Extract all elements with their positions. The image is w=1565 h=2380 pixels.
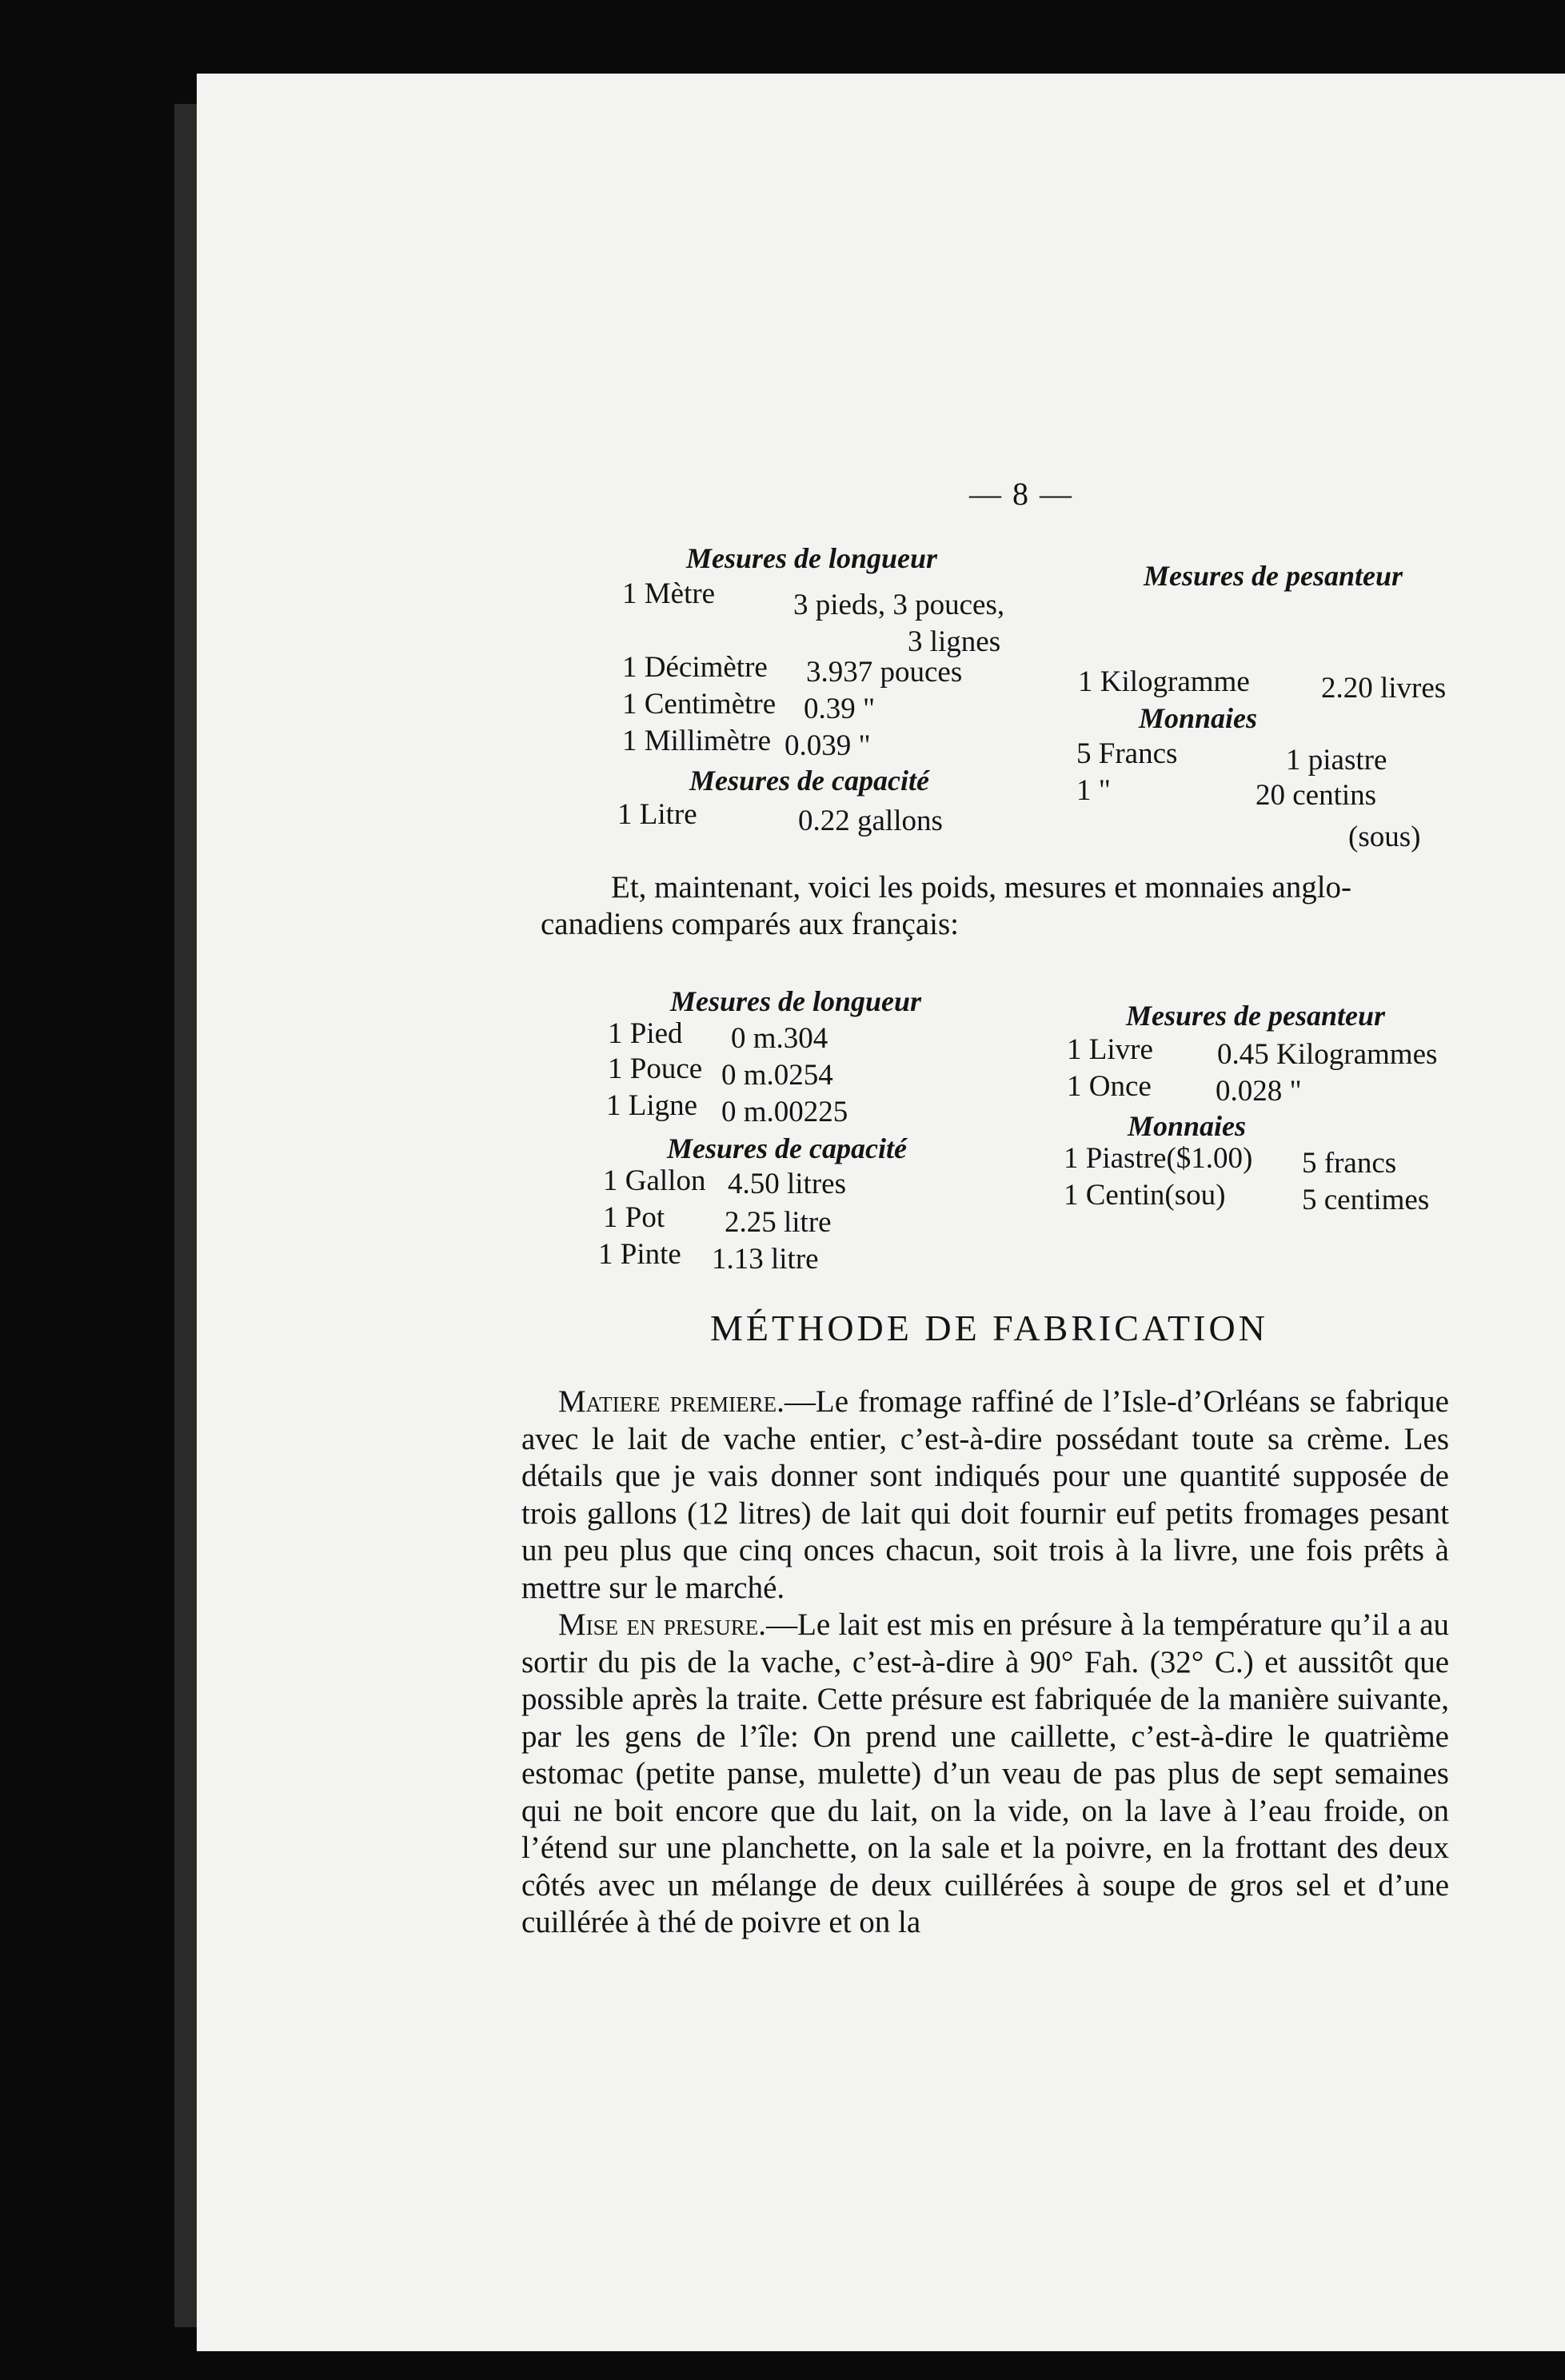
en-money-unit-1: 1 Piastre($1.00) [1064, 1142, 1253, 1175]
en-length-unit-2: 1 Pouce [608, 1052, 703, 1085]
fr-capacity-value-1: 0.22 gallons [798, 805, 943, 837]
en-length-value-2: 0 m.0254 [721, 1059, 833, 1092]
paragraph-text: —Le fromage raffiné de l’Isle-d’Orléans se fabrique avec le lait de vache entier, c’est-à-dire possédant toute sa crème. Les détails que je vais donner sont indiqués pour une quantité supposée de trois gallons (12 litres) de lait qui doit fournir euf petits fromages pesant un peu plus que cinq onces chacun, soit trois à la livre, une fois prêts à mettre sur le marché. [521, 1384, 1449, 1605]
en-money-value-2: 5 centimes [1302, 1184, 1430, 1216]
en-length-heading: Mesures de longueur [670, 985, 922, 1017]
fr-length-unit-5: 1 Millimètre [622, 725, 771, 757]
en-weight-value-2: 0.028 " [1216, 1075, 1302, 1108]
fr-weight-value-1: 2.20 livres [1321, 672, 1447, 705]
en-weight-unit-2: 1 Once [1067, 1070, 1152, 1103]
fr-money-heading: Monnaies [1139, 702, 1258, 734]
en-length-unit-3: 1 Ligne [606, 1089, 698, 1122]
fr-length-value-5: 0.039 " [784, 729, 871, 762]
en-length-value-3: 0 m.00225 [721, 1096, 848, 1128]
fr-length-unit-4: 1 Centimètre [622, 688, 777, 721]
fr-length-unit-3: 1 Décimètre [622, 651, 768, 684]
fr-money-value-3: (sous) [1348, 821, 1421, 853]
en-money-unit-2: 1 Centin(sou) [1064, 1179, 1226, 1212]
en-weight-unit-1: 1 Livre [1067, 1033, 1153, 1066]
fr-weight-unit-1: 1 Kilogramme [1078, 665, 1250, 698]
en-capacity-unit-3: 1 Pinte [598, 1238, 681, 1271]
en-capacity-unit-1: 1 Gallon [603, 1164, 706, 1197]
fr-capacity-heading: Mesures de capacité [689, 765, 929, 797]
fr-money-unit-2: 1 " [1076, 774, 1111, 807]
paragraph-lead: Matiere premiere. [558, 1384, 784, 1419]
fr-length-value-2: 3 lignes [908, 625, 1001, 658]
en-money-heading: Monnaies [1128, 1110, 1247, 1142]
intro-line-1: Et, maintenant, voici les poids, mesures et monnaies anglo- [611, 870, 1352, 904]
en-capacity-unit-2: 1 Pot [603, 1201, 665, 1234]
fr-money-value-1: 1 piastre [1286, 744, 1387, 777]
en-weight-heading: Mesures de pesanteur [1126, 1000, 1386, 1032]
en-length-value-1: 0 m.304 [731, 1022, 828, 1055]
book-spine [174, 104, 198, 2327]
en-capacity-heading: Mesures de capacité [667, 1132, 907, 1164]
en-length-unit-1: 1 Pied [608, 1017, 683, 1050]
paragraph-mise-en-presure [521, 1607, 1449, 1942]
en-capacity-value-3: 1.13 litre [712, 1243, 819, 1276]
en-weight-value-1: 0.45 Kilogrammes [1217, 1038, 1438, 1071]
intro-line-2: canadiens comparés aux français: [541, 907, 959, 941]
fr-length-unit-1: 1 Mètre [622, 577, 716, 610]
fr-capacity-unit-1: 1 Litre [617, 798, 697, 831]
page-number: — 8 — [969, 476, 1073, 512]
fr-money-value-2: 20 centins [1256, 779, 1377, 812]
body-text [521, 1384, 1449, 1942]
paragraph-matiere-premiere [521, 1384, 1449, 1607]
fr-length-value-1: 3 pieds, 3 pouces, [793, 589, 1005, 621]
section-title: MÉTHODE DE FABRICATION [710, 1308, 1268, 1348]
fr-money-unit-1: 5 Francs [1076, 737, 1178, 770]
en-capacity-value-2: 2.25 litre [725, 1206, 832, 1239]
fr-weight-heading: Mesures de pesanteur [1144, 560, 1403, 592]
fr-length-heading: Mesures de longueur [686, 542, 938, 574]
en-money-value-1: 5 francs [1302, 1147, 1397, 1180]
en-capacity-value-1: 4.50 litres [728, 1168, 846, 1200]
paragraph-lead: Mise en presure. [558, 1607, 767, 1642]
fr-length-value-4: 0.39 " [804, 693, 876, 725]
paragraph-text: —Le lait est mis en présure à la température qu’il a au sortir du pis de la vache, c’est-à-dire à 90° Fah. (32° C.) et aussitôt que possible après la traite. Cette présure est fabriquée de la manière suivante, par les gens de l’île: On prend une caillette, c’est-à-dire le quatrième estomac (petite panse, mulette) d’un veau de pas plus de sept semaines qui ne boit encore que du lait, on la vide, on la lave à l’eau froide, on l’étend sur une planchette, on la sale et la poivre, en la frottant des deux côtés avec un mélange de deux cuillérées à soupe de gros sel et d’une cuillérée à thé de poivre et on la [521, 1607, 1449, 1939]
fr-length-value-3: 3.937 pouces [806, 656, 963, 689]
